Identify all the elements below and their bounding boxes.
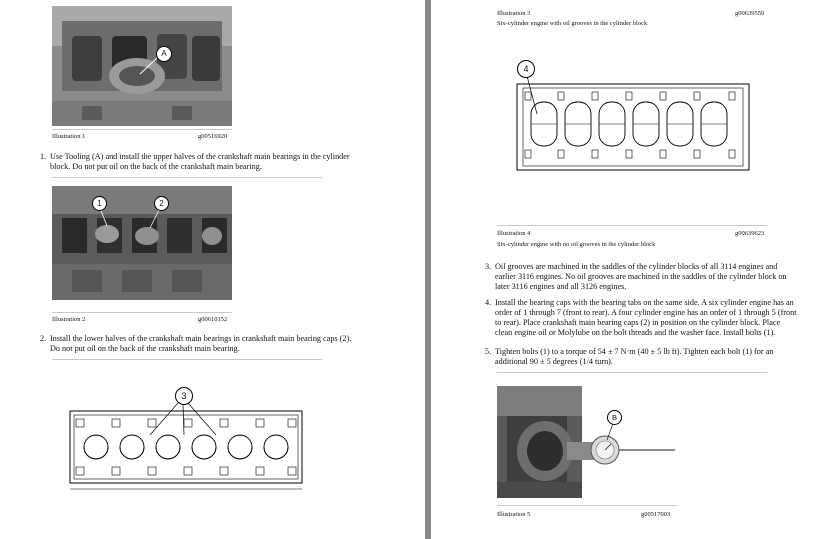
step-4 xyxy=(485,298,835,340)
step-4-number: 4. xyxy=(485,298,492,307)
callout-1 xyxy=(92,196,107,211)
step-5-rule xyxy=(497,372,767,373)
bearing-cap-diagram xyxy=(66,385,306,497)
step-5-line-2: additional 90 ± 5 degrees (1/4 turn). xyxy=(495,357,613,366)
step-1-line-2: block. Do not put oil on the back of the crankshaft main bearing. xyxy=(50,162,262,171)
callout-A xyxy=(156,46,172,62)
illustration-4-label: Illustration 4 xyxy=(497,230,531,237)
step-2-line-1: Install the lower halves of the crankshaft main bearings in crankshaft main bearing caps (2). xyxy=(50,334,352,343)
callout-3-label: 3 xyxy=(181,391,187,401)
illustration-3-label: Illustration 3 xyxy=(497,10,531,17)
illustration-3-caption: Six-cylinder engine with oil grooves in the cylinder block xyxy=(497,20,648,27)
step-2 xyxy=(40,334,420,356)
step-5-line-1: Tighten bolts (1) to a torque of 54 ± 7 N·m (40 ± 5 lb ft). Tighten each bolt (1) for an xyxy=(495,347,774,356)
step-4-line-3: to rear). Place crankshaft main bearing caps (2) in position on the cylinder block. Place xyxy=(495,318,781,327)
step-1-line-1: Use Tooling (A) and install the upper halves of the crankshaft main bearings in the cylinder xyxy=(50,152,350,161)
step-3-line-1: Oil grooves are machined in the saddles of the cylinder blocks of all 3114 engines and xyxy=(495,262,778,271)
illustration-2-code: g00610152 xyxy=(198,316,228,323)
illustration-1-code: g00516920 xyxy=(198,133,228,140)
step-1 xyxy=(40,152,420,174)
step-2-number: 2. xyxy=(40,334,47,343)
step-3-line-3: later 3116 engines and all 3126 engines. xyxy=(495,282,627,291)
callout-A-label: A xyxy=(161,49,167,58)
engine-block-photo-1 xyxy=(52,6,232,126)
step-5 xyxy=(485,347,835,369)
callout-B-label: B xyxy=(611,413,617,422)
step-1-number: 1. xyxy=(40,152,47,161)
step-1-rule xyxy=(52,177,322,178)
callout-2-label: 2 xyxy=(159,199,164,208)
illustration-3-code: g00639559 xyxy=(735,10,765,17)
torque-tool-photo xyxy=(497,386,677,498)
step-3-line-2: earlier 3116 engines. No oil grooves are machined in the saddles of the cylinder block on xyxy=(495,272,787,281)
step-2-line-2: Do not put oil on the back of the crankshaft main bearing. xyxy=(50,344,240,353)
callout-1-label: 1 xyxy=(97,199,102,208)
illustration-5-label: Illustration 5 xyxy=(497,511,531,518)
callout-B xyxy=(607,410,622,425)
illustration-3-drawing xyxy=(513,58,753,178)
step-4-line-2: order of 1 through 7 (front to rear). A four cylinder engine has an order of 1 through 5 (front xyxy=(495,308,797,317)
illustration-1-label: Illustration 1 xyxy=(52,133,86,140)
callout-2 xyxy=(154,196,169,211)
illustration-2-rule xyxy=(52,312,232,313)
callout-4 xyxy=(517,60,535,78)
illustration-4-top-rule xyxy=(497,225,767,226)
illustration-5-photo xyxy=(497,386,677,498)
step-4-line-1: Install the bearing caps with the bearing tabs on the same side. A six cylinder engine has an xyxy=(495,298,794,307)
illustration-5-code: g00517003 xyxy=(641,511,671,518)
step-2-rule xyxy=(52,359,322,360)
step-5-number: 5. xyxy=(485,347,492,356)
step-3 xyxy=(485,262,835,294)
illustration-4-caption: Six-cylinder engine with no oil grooves in the cylinder block xyxy=(497,241,656,248)
engine-block-photo-2 xyxy=(52,186,232,300)
illustration-4-code: g00639623 xyxy=(735,230,765,237)
callout-3 xyxy=(175,387,193,405)
illustration-1-rule xyxy=(52,129,232,130)
illustration-5-rule xyxy=(497,505,677,506)
illustration-2-label: Illustration 2 xyxy=(52,316,86,323)
step-3-number: 3. xyxy=(485,262,492,271)
callout-4-label: 4 xyxy=(523,64,529,74)
illustration-1-photo xyxy=(52,6,232,126)
block-oil-grooves-line-drawing xyxy=(513,58,753,178)
illustration-2-photo xyxy=(52,186,232,300)
right-manual-page xyxy=(431,0,836,539)
step-4-line-4: clean engine oil or Molylube on the bolt threads and the washer face. Install bolts (1). xyxy=(495,328,776,337)
